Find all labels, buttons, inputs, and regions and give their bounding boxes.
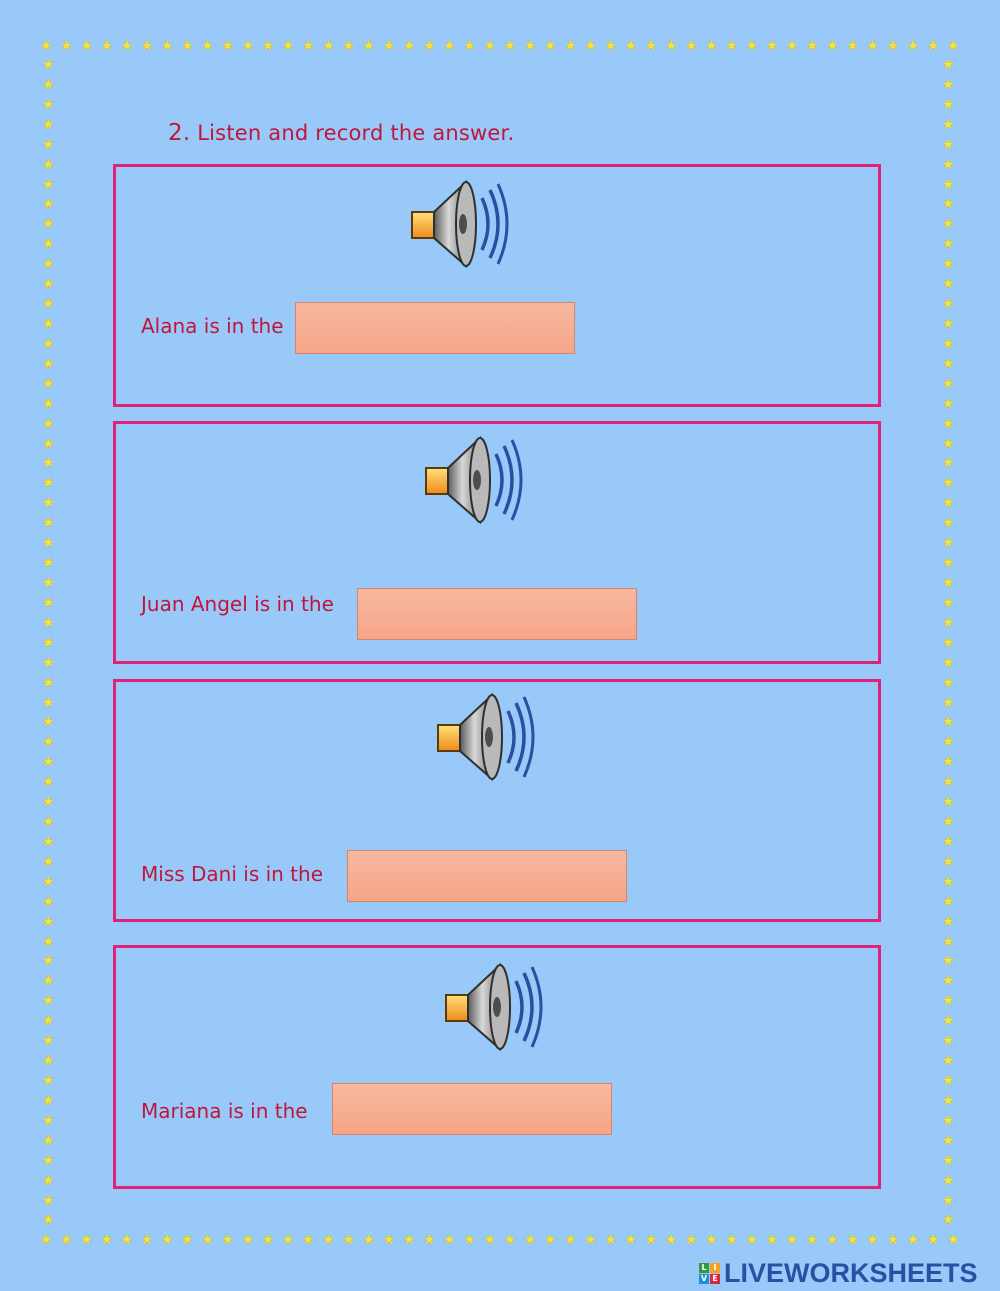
star-icon: ★ [942,1192,955,1209]
star-icon: ★ [942,853,955,870]
question-card-4 [113,945,881,1189]
star-icon: ★ [42,1172,55,1189]
star-icon: ★ [942,973,955,990]
question-prompt: Mariana is in the [141,1099,308,1123]
star-icon: ★ [942,694,955,711]
star-icon: ★ [140,38,154,54]
star-icon: ★ [42,814,55,831]
speaker-icon[interactable] [442,961,546,1053]
star-icon: ★ [42,1192,55,1209]
star-icon: ★ [42,1073,55,1090]
star-icon: ★ [942,913,955,930]
star-icon: ★ [685,1232,698,1248]
star-icon: ★ [942,96,955,113]
star-icon: ★ [866,38,879,54]
star-icon: ★ [42,794,55,811]
star-icon: ★ [402,1232,416,1248]
star-icon: ★ [942,933,955,950]
star-icon: ★ [942,335,955,352]
star-icon: ★ [42,136,55,153]
question-card-3 [113,679,881,922]
star-icon: ★ [42,256,55,273]
star-icon: ★ [523,1232,537,1248]
exercise-instruction: Listen and record the answer. [197,121,515,145]
star-icon: ★ [42,873,55,890]
star-icon: ★ [40,38,53,54]
star-icon: ★ [201,1232,214,1248]
star-icon: ★ [584,38,597,54]
star-icon: ★ [42,475,55,492]
star-icon: ★ [942,1092,955,1109]
star-icon: ★ [281,1232,295,1248]
star-icon: ★ [584,1232,597,1248]
star-icon: ★ [302,38,315,54]
star-icon: ★ [503,38,517,54]
star-icon: ★ [402,38,416,54]
star-icon: ★ [42,754,55,771]
star-icon: ★ [644,1232,658,1248]
question-prompt: Alana is in the [141,314,284,338]
star-icon: ★ [942,1172,955,1189]
star-icon: ★ [60,1232,73,1248]
star-icon: ★ [942,156,955,173]
star-icon: ★ [523,38,537,54]
star-icon: ★ [942,296,955,313]
star-border-bottom [40,1233,960,1247]
star-icon: ★ [42,196,55,213]
star-icon: ★ [624,38,638,54]
star-icon: ★ [42,973,55,990]
star-icon: ★ [42,1132,55,1149]
answer-field[interactable] [295,302,575,354]
star-icon: ★ [42,1112,55,1129]
star-icon: ★ [42,335,55,352]
star-icon: ★ [942,136,955,153]
star-icon: ★ [942,1073,955,1090]
star-icon: ★ [604,38,617,54]
star-icon: ★ [261,38,275,54]
question-card-1 [113,164,881,407]
star-icon: ★ [906,1232,920,1248]
star-icon: ★ [201,38,214,54]
star-icon: ★ [942,893,955,910]
star-icon: ★ [906,38,920,54]
star-icon: ★ [42,535,55,552]
star-icon: ★ [463,1232,476,1248]
star-icon: ★ [942,794,955,811]
star-icon: ★ [42,375,55,392]
star-icon: ★ [42,634,55,651]
star-icon: ★ [42,1092,55,1109]
liveworksheets-logo [699,1258,978,1289]
star-icon: ★ [942,993,955,1010]
star-icon: ★ [846,1232,859,1248]
star-icon: ★ [942,814,955,831]
star-icon: ★ [745,38,759,54]
star-icon: ★ [42,614,55,631]
star-icon: ★ [942,1212,955,1229]
star-icon: ★ [443,38,456,54]
star-icon: ★ [604,1232,617,1248]
star-icon: ★ [942,315,955,332]
logo-text: LIVEWORKSHEETS [724,1258,978,1288]
star-icon: ★ [826,38,839,54]
star-icon: ★ [100,38,114,54]
star-icon: ★ [42,1013,55,1030]
star-icon: ★ [705,38,718,54]
star-icon: ★ [826,1232,839,1248]
star-border-right [942,58,955,1228]
star-icon: ★ [42,555,55,572]
star-icon: ★ [42,116,55,133]
star-icon: ★ [942,674,955,691]
star-icon: ★ [942,236,955,253]
star-icon: ★ [942,475,955,492]
star-icon: ★ [42,893,55,910]
star-icon: ★ [942,654,955,671]
star-icon: ★ [120,1232,134,1248]
star-icon: ★ [322,38,335,54]
star-icon: ★ [765,1232,779,1248]
star-icon: ★ [942,714,955,731]
star-icon: ★ [443,1232,456,1248]
star-icon: ★ [302,1232,315,1248]
star-icon: ★ [42,734,55,751]
star-icon: ★ [281,38,295,54]
logo-mark-icon: L I V E [699,1263,720,1284]
question-prompt: Juan Angel is in the [141,592,334,616]
star-icon: ★ [261,1232,275,1248]
star-icon: ★ [886,38,900,54]
star-icon: ★ [42,913,55,930]
star-icon: ★ [942,515,955,532]
star-icon: ★ [463,38,476,54]
star-icon: ★ [42,953,55,970]
star-icon: ★ [644,38,658,54]
star-icon: ★ [42,933,55,950]
star-icon: ★ [382,38,396,54]
star-icon: ★ [42,96,55,113]
star-icon: ★ [942,774,955,791]
star-icon: ★ [785,38,799,54]
star-icon: ★ [483,1232,496,1248]
answer-field[interactable] [332,1083,612,1135]
question-card-2 [113,421,881,664]
star-icon: ★ [120,38,134,54]
star-icon: ★ [942,953,955,970]
star-icon: ★ [805,38,819,54]
star-icon: ★ [80,38,93,54]
star-icon: ★ [42,714,55,731]
star-icon: ★ [42,853,55,870]
star-icon: ★ [942,634,955,651]
question-prompt: Miss Dani is in the [141,862,324,886]
star-icon: ★ [942,76,955,93]
star-icon: ★ [942,455,955,472]
star-icon: ★ [42,1033,55,1050]
star-icon: ★ [160,1232,174,1248]
star-icon: ★ [140,1232,154,1248]
star-icon: ★ [483,38,496,54]
exercise-number: 2. [168,120,191,146]
star-icon: ★ [942,1013,955,1030]
star-icon: ★ [382,1232,396,1248]
star-icon: ★ [942,833,955,850]
star-icon: ★ [942,355,955,372]
star-icon: ★ [42,654,55,671]
star-icon: ★ [42,435,55,452]
star-icon: ★ [42,57,55,73]
star-icon: ★ [725,1232,738,1248]
star-icon: ★ [942,57,955,73]
star-icon: ★ [42,315,55,332]
star-icon: ★ [322,1232,335,1248]
star-icon: ★ [42,156,55,173]
star-icon: ★ [42,216,55,233]
star-icon: ★ [942,196,955,213]
star-icon: ★ [42,774,55,791]
star-icon: ★ [42,1212,55,1229]
star-icon: ★ [942,435,955,452]
star-icon: ★ [362,1232,376,1248]
star-icon: ★ [725,38,738,54]
speaker-icon[interactable] [422,434,526,526]
star-icon: ★ [100,1232,114,1248]
star-icon: ★ [942,594,955,611]
star-icon: ★ [942,754,955,771]
star-icon: ★ [942,256,955,273]
star-icon: ★ [942,614,955,631]
star-icon: ★ [947,1232,960,1248]
star-icon: ★ [42,395,55,412]
answer-field[interactable] [357,588,637,640]
star-icon: ★ [42,515,55,532]
star-icon: ★ [564,38,577,54]
star-icon: ★ [926,1232,940,1248]
star-icon: ★ [942,276,955,293]
star-icon: ★ [942,116,955,133]
star-icon: ★ [80,1232,93,1248]
star-icon: ★ [942,415,955,432]
star-icon: ★ [42,1053,55,1070]
star-icon: ★ [664,1232,678,1248]
star-icon: ★ [942,555,955,572]
star-icon: ★ [942,1033,955,1050]
star-icon: ★ [221,1232,234,1248]
star-icon: ★ [181,1232,194,1248]
star-icon: ★ [926,38,940,54]
star-icon: ★ [846,38,859,54]
answer-field[interactable] [347,850,627,902]
star-icon: ★ [947,38,960,54]
star-icon: ★ [942,1053,955,1070]
star-icon: ★ [942,1112,955,1129]
star-icon: ★ [160,38,174,54]
speaker-icon[interactable] [408,178,512,270]
star-icon: ★ [543,38,557,54]
star-icon: ★ [422,1232,436,1248]
star-border-top [40,39,960,53]
star-icon: ★ [503,1232,517,1248]
star-icon: ★ [685,38,698,54]
star-icon: ★ [785,1232,799,1248]
star-icon: ★ [942,873,955,890]
star-icon: ★ [942,1132,955,1149]
star-icon: ★ [664,38,678,54]
star-icon: ★ [543,1232,557,1248]
star-icon: ★ [942,395,955,412]
star-icon: ★ [60,38,73,54]
star-icon: ★ [42,455,55,472]
star-icon: ★ [42,594,55,611]
star-icon: ★ [866,1232,879,1248]
star-icon: ★ [42,574,55,591]
star-icon: ★ [942,375,955,392]
star-icon: ★ [42,415,55,432]
star-icon: ★ [942,574,955,591]
star-icon: ★ [942,1152,955,1169]
star-icon: ★ [42,1152,55,1169]
star-icon: ★ [886,1232,900,1248]
star-icon: ★ [42,276,55,293]
star-icon: ★ [42,694,55,711]
star-icon: ★ [42,76,55,93]
star-icon: ★ [564,1232,577,1248]
star-icon: ★ [705,1232,718,1248]
exercise-title [168,120,514,146]
star-icon: ★ [42,993,55,1010]
star-icon: ★ [624,1232,638,1248]
star-icon: ★ [42,674,55,691]
star-icon: ★ [942,535,955,552]
star-icon: ★ [42,833,55,850]
star-icon: ★ [942,176,955,193]
star-icon: ★ [241,1232,255,1248]
star-icon: ★ [42,236,55,253]
star-icon: ★ [942,734,955,751]
star-icon: ★ [42,176,55,193]
star-icon: ★ [241,38,255,54]
star-icon: ★ [342,38,355,54]
star-icon: ★ [422,38,436,54]
star-icon: ★ [805,1232,819,1248]
star-icon: ★ [42,495,55,512]
star-icon: ★ [942,495,955,512]
star-icon: ★ [42,296,55,313]
star-icon: ★ [181,38,194,54]
star-border-left [42,58,55,1228]
speaker-icon[interactable] [434,691,538,783]
star-icon: ★ [942,216,955,233]
star-icon: ★ [221,38,234,54]
star-icon: ★ [765,38,779,54]
star-icon: ★ [42,355,55,372]
star-icon: ★ [40,1232,53,1248]
star-icon: ★ [362,38,376,54]
star-icon: ★ [342,1232,355,1248]
star-icon: ★ [745,1232,759,1248]
